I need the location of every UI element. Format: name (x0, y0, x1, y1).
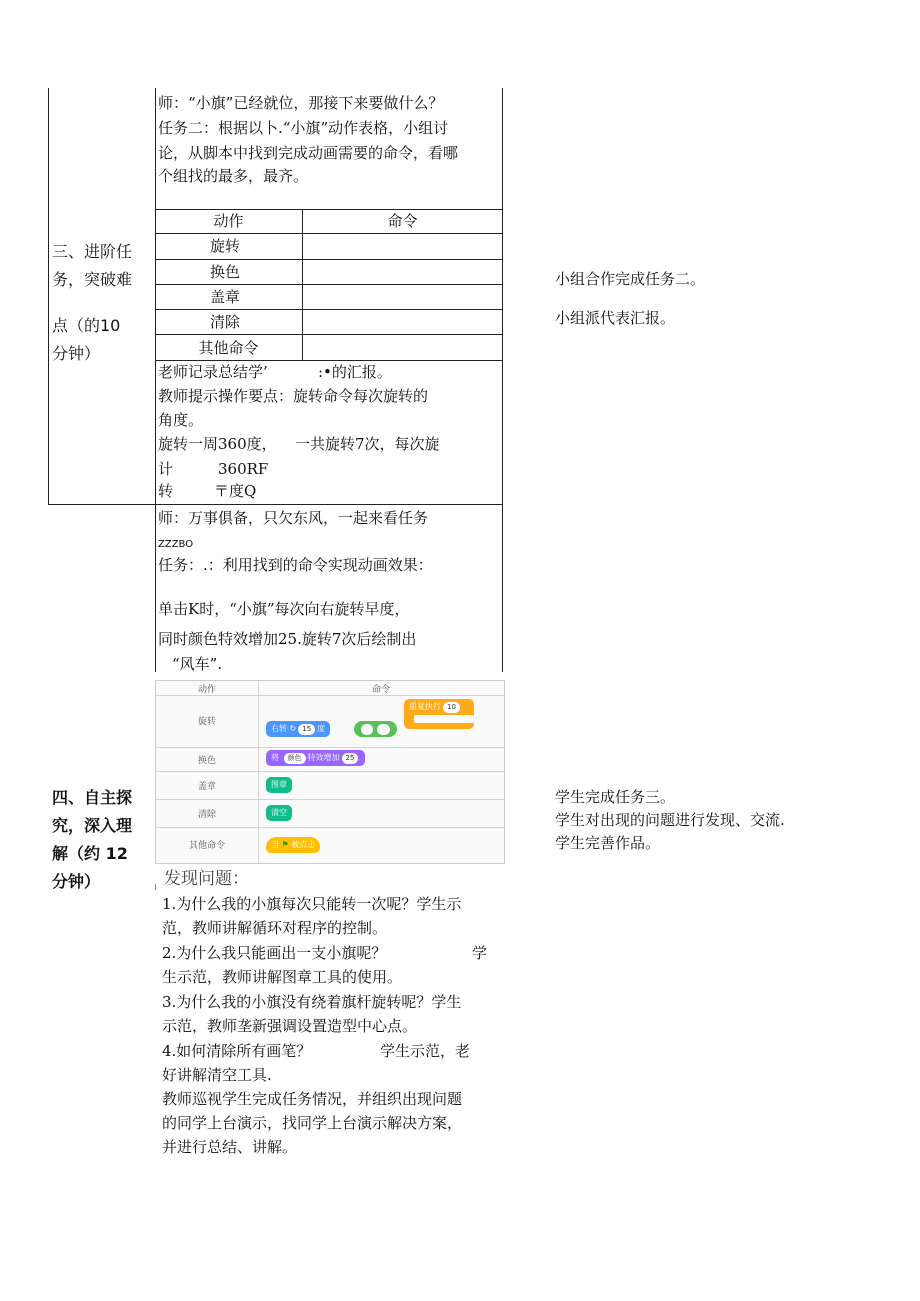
table-row-label: 清除 (209, 313, 240, 331)
teacher-line: 师：“小旗”已经就位，那接下来要做什么？ (158, 94, 444, 112)
student-activity-line: 小组合作完成任务二。 (555, 270, 706, 288)
task3-line: 同时颜色特效增加25.旋转7次后绘制出 (158, 630, 417, 648)
section3-title (52, 238, 132, 368)
repeat-count: 10 (443, 702, 460, 713)
frame-bottom-line (48, 504, 503, 505)
section4-title-line: 解（约 12 (52, 844, 128, 863)
stamp-label: 图章 (271, 780, 287, 789)
color-action: 特效增加 (307, 753, 340, 762)
task3-line: 师：万事俱备，只欠东风，一起来看任务 (158, 509, 429, 527)
issue-line: 的同学上台演示，找同学上台演示解决方案， (162, 1114, 463, 1132)
issue-line: 并进行总结、讲解。 (162, 1138, 298, 1156)
summary-line: 一共旋转7次，每次旋 (295, 435, 440, 453)
section3-title-line: 务，突破难 (52, 270, 133, 289)
teacher-line: 个组找的最多，最齐。 (158, 167, 309, 185)
summary-line: 〒度Q (214, 482, 257, 500)
turn-right-block (266, 721, 330, 737)
section4-title (52, 784, 132, 896)
when-flag-clicked-block (266, 837, 320, 853)
table-header-action: 动作 (213, 212, 244, 230)
repeat-label: 重复执行 (409, 702, 441, 711)
summary-line: 教师提示操作要点：旋转命令每次旋转的 (158, 387, 429, 405)
frame-left-line (48, 88, 49, 504)
section3-title-line: 点（的10 (52, 316, 121, 335)
summary-line: 转 (158, 482, 174, 500)
student-activity-line: 学生完善作品。 (555, 834, 661, 852)
table-row-label: 换色 (209, 263, 240, 281)
turn-degrees: 15 (298, 724, 315, 735)
issue-line: 学 (472, 944, 488, 962)
shot-row-label: 清除 (197, 810, 216, 820)
stamp-block (266, 777, 292, 793)
issue-line: 生示范，教师讲解图章工具的使用。 (162, 968, 403, 986)
issue-line: 示范，教师垄新强调设置造型中心点。 (162, 1017, 418, 1035)
task3-line: 单击K时，“小旗”每次向右旋转早度， (158, 600, 410, 618)
shot-row-label: 旋转 (197, 717, 216, 727)
repeat-block (404, 699, 474, 729)
frame-right-line (502, 88, 503, 672)
shot-row-label: 其他命令 (188, 841, 225, 851)
issue-line: 4.如何清除所有画笔？ (162, 1042, 312, 1060)
color-prefix: 将 (271, 753, 279, 762)
issue-line: 1.为什么我的小旗每次只能转一次呢？学生示 (162, 895, 462, 913)
student-activity-line: 学生对出现的问题进行发现、交流. (555, 811, 785, 829)
green-flag-icon: ⚑ (281, 840, 289, 849)
task3-line: “风车”. (172, 655, 223, 673)
scratch-block-table-image (155, 680, 505, 864)
section3-title-line: 三、进阶任 (52, 242, 133, 261)
section4-title-line: 分钟） (52, 872, 101, 891)
task3-line: ZZZBO (158, 539, 194, 550)
shot-header-action: 动作 (197, 685, 216, 695)
table-header-command: 命令 (387, 212, 418, 230)
student-activity-line: 学生完成任务三。 (555, 788, 676, 806)
issue-line: 3.为什么我的小旗没有绕着旗杆旋转呢？学生 (162, 993, 462, 1011)
table-row-label: 其他命令 (198, 339, 259, 357)
operator-block (354, 721, 397, 737)
section3-title-line: 分钟） (52, 344, 101, 363)
summary-line: 角度。 (158, 411, 204, 429)
summary-line: 计 (158, 460, 174, 478)
summary-line: 老师记录总结学’ (158, 363, 268, 381)
section4-title-line: 四、自主探 (52, 788, 133, 807)
issue-line: 好讲解清空工具. (162, 1066, 272, 1084)
color-effect-block (266, 750, 365, 766)
table-row-label: 旋转 (209, 237, 240, 255)
turn-unit: 度 (317, 724, 326, 733)
clear-label: 清空 (271, 808, 287, 817)
issue-line: 范，教师讲解循环对程序的控制。 (162, 919, 388, 937)
turn-label: 右转 (271, 724, 287, 733)
clear-block (266, 805, 292, 821)
rotate-icon: ↻ (289, 724, 297, 733)
task3-line: 任务：.：利用找到的命令实现动画效果： (158, 556, 433, 574)
summary-line: :•的汇报。 (318, 363, 392, 381)
section4-title-line: 究，深入理 (52, 816, 133, 835)
teacher-line: 任务二：根据以卜.“小旗”动作表格，小组讨 (158, 119, 449, 137)
issue-line: 2.为什么我只能画出一支小旗呢？ (162, 944, 387, 962)
summary-line: 旋转一周360度， (158, 435, 277, 453)
shot-row-label: 盖章 (197, 782, 216, 792)
flag-clicked-label: 被点击 (291, 840, 316, 849)
flag-event-label: 当 (271, 840, 279, 849)
student-activity-line: 小组派代表汇报。 (555, 309, 676, 327)
issue-line: 学生示范，老 (380, 1042, 471, 1060)
color-value: 25 (342, 753, 359, 764)
color-effect: 颜色 (284, 753, 306, 764)
frame-mid-line (155, 88, 156, 672)
teacher-line: 论，从脚本中找到完成动画需要的命令，看哪 (158, 144, 459, 162)
summary-line: 360RF (218, 460, 269, 478)
table-row-label: 盖章 (209, 288, 240, 306)
issues-title: 发现问题： (164, 869, 249, 889)
frame-tail-line (155, 884, 156, 890)
shot-row-label: 换色 (197, 756, 216, 766)
issue-line: 教师巡视学生完成任务情况，并组织出现问题 (162, 1090, 463, 1108)
shot-header-command: 命令 (371, 685, 390, 695)
